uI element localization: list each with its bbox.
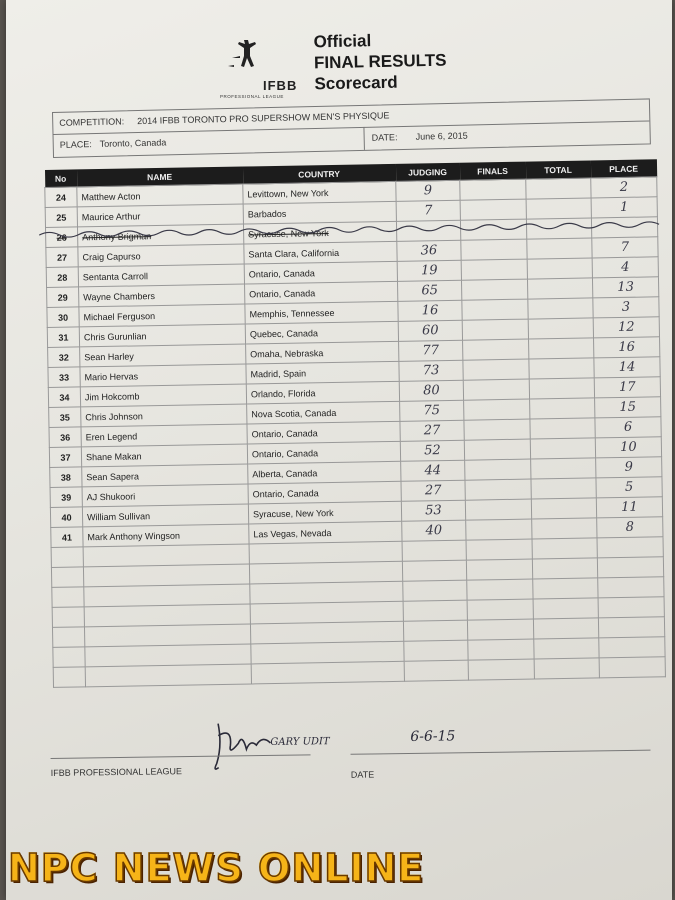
cell-finals (467, 579, 533, 600)
cell-place (598, 577, 664, 598)
cell-total (529, 378, 594, 399)
cell-total (532, 518, 597, 539)
cell-judging: 73 (399, 360, 463, 381)
cell-no: 33 (48, 367, 80, 388)
cell-name: William Sullivan (82, 504, 248, 527)
handwritten-signature (208, 715, 279, 776)
cell-place: 16 (594, 337, 660, 358)
cell-total (531, 498, 596, 519)
cell-place (597, 557, 663, 578)
cell-judging: 27 (401, 480, 465, 501)
cell-total (534, 658, 599, 679)
cell-name: Sentanta Carroll (78, 264, 244, 287)
cell-judging (402, 540, 466, 561)
cell-no: 41 (51, 527, 83, 548)
judge-name: GARY UDIT (270, 736, 330, 748)
cell-name: Shane Makan (81, 444, 247, 467)
cell-country: Memphis, Tennessee (245, 301, 398, 324)
cell-judging (396, 220, 460, 241)
cell-no: 25 (45, 207, 77, 228)
cell-judging (404, 660, 468, 681)
cell-total (533, 578, 598, 599)
cell-judging (403, 620, 467, 641)
cell-no: 40 (50, 507, 82, 528)
cell-total (527, 238, 592, 259)
cell-name: Chris Gurunlian (79, 324, 245, 347)
cell-finals (467, 599, 533, 620)
cell-name: Maurice Arthur (77, 204, 243, 227)
cell-place (597, 537, 663, 558)
cell-name: Matthew Acton (77, 184, 243, 207)
bodybuilder-silhouette-icon (226, 36, 266, 76)
column-header-country: COUNTRY (242, 164, 395, 184)
cell-name: Craig Capurso (78, 244, 244, 267)
league-label: IFBB PROFESSIONAL LEAGUE (50, 766, 183, 778)
cell-judging: 65 (397, 280, 461, 301)
place-value: Toronto, Canada (99, 137, 167, 149)
cell-place: 13 (592, 277, 658, 298)
cell-judging: 16 (398, 300, 462, 321)
cell-no: 30 (47, 307, 79, 328)
cell-judging: 9 (396, 180, 460, 201)
cell-judging: 40 (402, 520, 466, 541)
cell-place (591, 217, 657, 238)
cell-place: 5 (596, 477, 662, 498)
column-header-place: PLACE (590, 159, 656, 178)
cell-no: 39 (50, 487, 82, 508)
cell-finals (465, 459, 531, 480)
cell-place (598, 617, 664, 638)
competition-info-box (52, 98, 651, 158)
cell-finals (462, 299, 528, 320)
cell-no: 36 (49, 427, 81, 448)
date-value: June 6, 2015 (415, 130, 468, 142)
cell-name: Sean Sapera (82, 464, 248, 487)
cell-place: 12 (593, 317, 659, 338)
cell-total (529, 338, 594, 359)
cell-finals (463, 379, 529, 400)
column-header-total: TOTAL (525, 160, 590, 179)
cell-country: Alberta, Canada (248, 461, 401, 484)
cell-total (528, 318, 593, 339)
cell-place: 8 (597, 517, 663, 538)
cell-no: 27 (46, 247, 78, 268)
cell-no: 29 (47, 287, 79, 308)
divider (363, 127, 365, 150)
cell-no: 28 (46, 267, 78, 288)
cell-finals (464, 439, 530, 460)
cell-finals (464, 399, 530, 420)
cell-judging: 19 (397, 260, 461, 281)
cell-total (531, 458, 596, 479)
cell-country: Ontario, Canada (247, 421, 400, 444)
cell-no: 32 (48, 347, 80, 368)
cell-no: 38 (50, 467, 82, 488)
cell-finals (466, 539, 532, 560)
place-label: PLACE: (59, 139, 92, 150)
signature-area (50, 710, 651, 798)
cell-total (532, 538, 597, 559)
cell-no (51, 567, 83, 588)
cell-place: 17 (594, 377, 660, 398)
cell-finals (464, 419, 530, 440)
title-line-scorecard: Scorecard (314, 72, 398, 94)
cell-country: Ontario, Canada (247, 441, 400, 464)
cell-finals (461, 239, 527, 260)
cell-finals (468, 639, 534, 660)
cell-country (250, 601, 403, 624)
cell-name: Anthony Brigman (77, 224, 243, 247)
results-table-body (45, 177, 666, 688)
cell-country: Levittown, New York (243, 181, 396, 204)
cell-country: Las Vegas, Nevada (249, 521, 402, 544)
column-header-finals: FINALS (459, 162, 525, 181)
cell-no (53, 667, 85, 688)
date-line (351, 750, 651, 755)
cell-name: Wayne Chambers (79, 284, 245, 307)
cell-country (250, 581, 403, 604)
scorecard-paper (6, 0, 672, 900)
cell-place: 7 (592, 237, 658, 258)
scorecard-title (313, 29, 447, 95)
cell-judging: 53 (401, 500, 465, 521)
cell-total (532, 558, 597, 579)
cell-total (531, 478, 596, 499)
cell-name (85, 664, 251, 687)
cell-country: Omaha, Nebraska (246, 341, 399, 364)
cell-judging: 75 (400, 400, 464, 421)
cell-no: 35 (49, 407, 81, 428)
cell-no (52, 627, 84, 648)
cell-no (53, 647, 85, 668)
date-line-label: DATE (350, 769, 375, 780)
cell-country: Nova Scotia, Canada (247, 401, 400, 424)
results-table-wrapper (44, 159, 665, 688)
cell-place: 2 (591, 177, 657, 198)
column-header-name: NAME (76, 167, 242, 187)
cell-place: 1 (591, 197, 657, 218)
cell-total (530, 418, 595, 439)
cell-country (250, 621, 403, 644)
cell-place: 9 (596, 457, 662, 478)
npc-news-online-watermark: NPC NEWS ONLINE (8, 846, 425, 890)
cell-place (599, 657, 665, 678)
ifbb-logo (218, 36, 318, 104)
cell-finals (466, 559, 532, 580)
competition-label: COMPETITION: (59, 116, 125, 128)
cell-place: 6 (595, 417, 661, 438)
cell-country (251, 661, 404, 684)
cell-no: 31 (47, 327, 79, 348)
cell-place: 4 (592, 257, 658, 278)
cell-finals (461, 279, 527, 300)
cell-finals (465, 479, 531, 500)
cell-country: Ontario, Canada (244, 261, 397, 284)
cell-total (533, 598, 598, 619)
cell-finals (465, 499, 531, 520)
cell-total (530, 398, 595, 419)
logo-subtext: PROFESSIONAL LEAGUE (220, 94, 284, 99)
title-line-final-results: FINAL RESULTS (313, 50, 447, 73)
cell-finals (462, 319, 528, 340)
date-label: DATE: (371, 132, 398, 143)
cell-name: Mark Anthony Wingson (83, 524, 249, 547)
cell-finals (460, 199, 526, 220)
cell-total (528, 298, 593, 319)
cell-country: Quebec, Canada (245, 321, 398, 344)
cell-country: Ontario, Canada (248, 481, 401, 504)
cell-place: 10 (595, 437, 661, 458)
cell-country: Madrid, Spain (246, 361, 399, 384)
cell-judging (403, 580, 467, 601)
cell-country: Ontario, Canada (245, 281, 398, 304)
cell-place: 11 (596, 497, 662, 518)
cell-judging (403, 600, 467, 621)
cell-country (249, 561, 402, 584)
cell-country: Santa Clara, California (244, 241, 397, 264)
cell-judging (404, 640, 468, 661)
results-table (44, 159, 666, 688)
cell-no: 26 (46, 227, 78, 248)
cell-finals (461, 259, 527, 280)
cell-name: AJ Shukoori (82, 484, 248, 507)
cell-name: Mario Hervas (80, 364, 246, 387)
cell-finals (463, 339, 529, 360)
cell-no: 24 (45, 187, 77, 208)
cell-finals (467, 619, 533, 640)
cell-no (51, 547, 83, 568)
cell-total (530, 438, 595, 459)
cell-total (526, 218, 591, 239)
cell-name: Chris Johnson (81, 404, 247, 427)
cell-no: 37 (49, 447, 81, 468)
cell-judging: 27 (400, 420, 464, 441)
column-header-judging: JUDGING (395, 163, 459, 182)
cell-name: Jim Hokcomb (80, 384, 246, 407)
cell-name: Sean Harley (80, 344, 246, 367)
cell-name: Michael Ferguson (79, 304, 245, 327)
cell-place: 3 (593, 297, 659, 318)
column-header-no: No (44, 169, 76, 187)
cell-place: 14 (594, 357, 660, 378)
cell-judging: 44 (401, 460, 465, 481)
cell-no: 34 (48, 387, 80, 408)
cell-judging: 52 (400, 440, 464, 461)
cell-no (52, 587, 84, 608)
cell-judging: 7 (396, 200, 460, 221)
cell-total (529, 358, 594, 379)
title-line-official: Official (313, 31, 372, 52)
cell-judging: 60 (398, 320, 462, 341)
cell-no (52, 607, 84, 628)
cell-total (526, 178, 591, 199)
competition-value: 2014 IFBB TORONTO PRO SUPERSHOW MEN'S PHYSIQUE (137, 110, 390, 127)
cell-country: Syracuse, New York (248, 501, 401, 524)
signed-date: 6-6-15 (410, 728, 456, 745)
logo-text: IFBB (263, 78, 298, 93)
cell-judging (402, 560, 466, 581)
cell-place (598, 597, 664, 618)
cell-total (533, 618, 598, 639)
cell-place: 15 (595, 397, 661, 418)
cell-judging: 77 (399, 340, 463, 361)
cell-finals (463, 359, 529, 380)
cell-total (526, 198, 591, 219)
cell-finals (466, 519, 532, 540)
cell-judging: 36 (397, 240, 461, 261)
cell-country: Orlando, Florida (246, 381, 399, 404)
cell-country: Barbados (243, 201, 396, 224)
cell-total (527, 278, 592, 299)
cell-country (249, 541, 402, 564)
cell-total (534, 638, 599, 659)
cell-country: Syracuse, New York (243, 221, 396, 244)
cell-judging: 80 (399, 380, 463, 401)
cell-finals (460, 179, 526, 200)
cell-place (599, 637, 665, 658)
cell-country (251, 641, 404, 664)
cell-finals (468, 659, 534, 680)
cell-finals (460, 219, 526, 240)
cell-name: Eren Legend (81, 424, 247, 447)
cell-total (527, 258, 592, 279)
